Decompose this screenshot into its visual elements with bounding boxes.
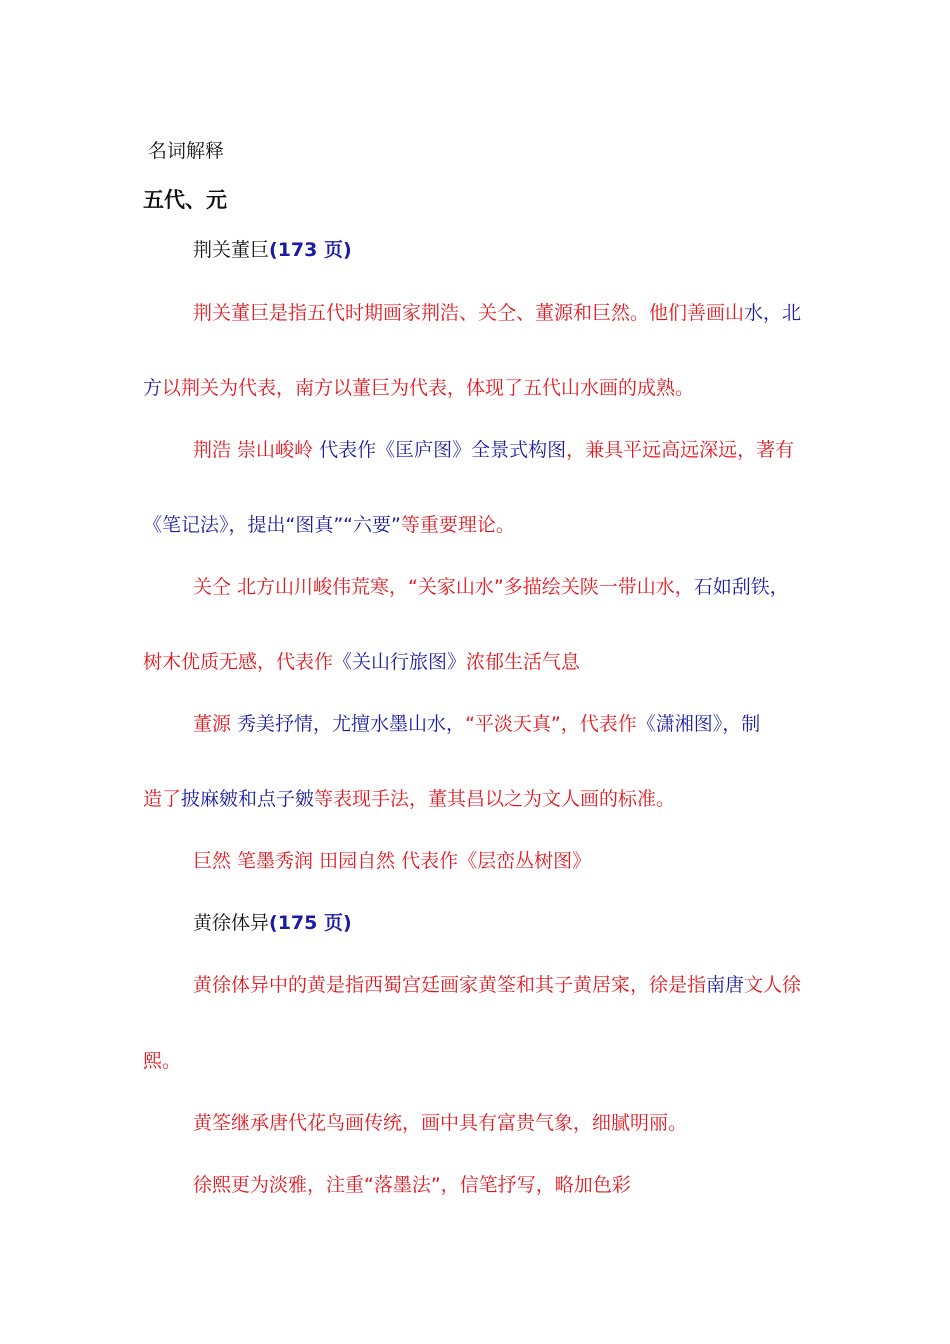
guantong-line-1: [193, 574, 789, 600]
text-span: 树木优质无感，代表作: [143, 651, 334, 673]
term-heading-huangxu: [193, 910, 352, 936]
text-span: ，兼具平远高远深远，著有: [566, 439, 795, 461]
term-name: 黄徐体异: [193, 912, 270, 934]
text-span: 《关山行旅图》: [333, 651, 467, 673]
guantong-line-2: [143, 649, 580, 675]
document-title: 名词解释: [148, 140, 225, 162]
text-span: 南唐: [706, 974, 745, 996]
dongyuan-line-1: [193, 711, 760, 737]
text-span: 时期画家荆浩、关仝、董源和巨然。他们善画山: [345, 302, 745, 324]
dongyuan-line-2: [143, 786, 675, 812]
text-span: “平淡天真”，代表作: [465, 713, 637, 735]
text-span: 造了: [143, 788, 182, 810]
text-span: 董源: [193, 713, 238, 735]
text-span: 文人徐: [744, 974, 802, 996]
text-span: 成熟: [637, 377, 676, 399]
text-span: 荆浩 崇山峻岭: [193, 439, 320, 461]
text-span: 水，北: [744, 302, 802, 324]
term-name: 荆关董巨: [193, 239, 270, 261]
definition-line: [193, 300, 801, 326]
definition-line: [193, 972, 801, 998]
text-span: 以荆关为代表，南方以董巨为代表，体现了五代山水画的: [162, 377, 638, 399]
text-span: 《潇湘图》，制: [636, 713, 761, 735]
text-span: 荆关董巨是指五代: [193, 302, 346, 324]
text-span: 浓郁生活气息: [466, 651, 581, 673]
text-span: 披麻皴和点子皴: [181, 788, 315, 810]
huangquan-line: 黄筌继承唐代花鸟画传统，画中具有富贵气象，细腻明丽。: [193, 1112, 688, 1134]
text-span: 等表现手法，董其昌以之为文人画的标准。: [314, 788, 676, 810]
text-span: 《笔记法》，提出“图真”“六要”: [143, 514, 401, 536]
section-heading: 五代、元: [143, 188, 227, 212]
definition-line: [143, 375, 694, 401]
text-span: 秀美抒情，尤擅水墨山水，: [237, 713, 466, 735]
jinghao-line-1: [193, 437, 794, 463]
juran-line: 巨然 笔墨秀润 田园自然 代表作《层峦丛树图》: [193, 850, 592, 872]
term-heading-jingguan: [193, 237, 352, 263]
page-reference: (175 页): [269, 912, 352, 934]
page-reference: (173 页): [269, 239, 352, 261]
text-span: 等重要理论。: [400, 514, 515, 536]
definition-line: 熙。: [143, 1050, 182, 1072]
text-span: 石如刮铁，: [693, 576, 789, 598]
text-span: 关仝 北方山川峻伟荒寒，“关家山水”多描绘关陕一带山水，: [193, 576, 694, 598]
text-span: 黄徐体异中的黄是指西蜀宫廷画家黄筌和其子黄居寀，徐是指: [193, 974, 707, 996]
text-span: 。: [675, 377, 695, 399]
text-span: 代表作《匡庐图》全景式构图: [319, 439, 567, 461]
jinghao-line-2: [143, 512, 515, 538]
xuxi-line: 徐熙更为淡雅，注重“落墨法”，信笔抒写，略加色彩: [193, 1174, 631, 1196]
text-span: 方: [143, 377, 163, 399]
